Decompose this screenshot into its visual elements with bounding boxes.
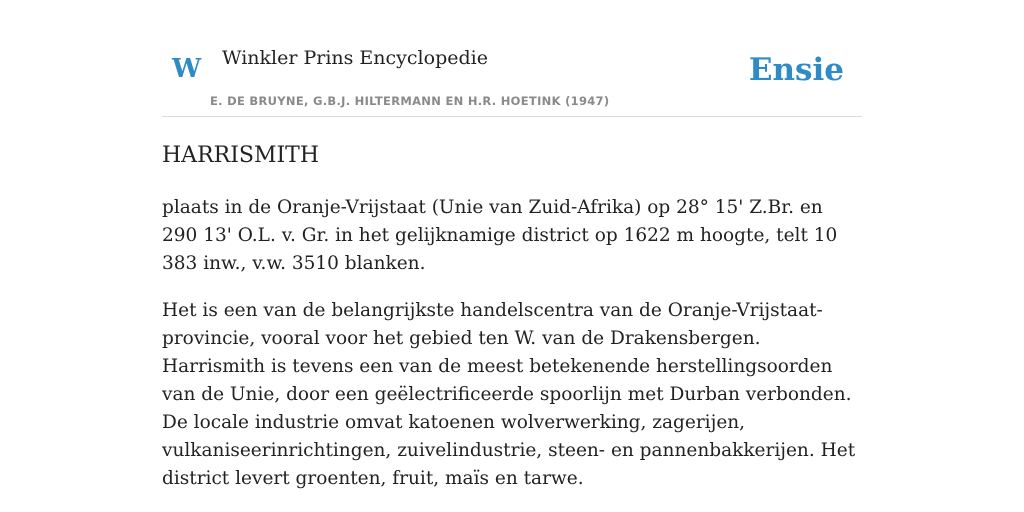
source-title[interactable]: Winkler Prins Encyclopedie: [222, 47, 488, 69]
source-header: [162, 0, 862, 117]
entry-title: HARRISMITH: [162, 143, 320, 168]
winkler-prins-logo[interactable]: W: [172, 54, 202, 84]
ensie-logo[interactable]: Ensie: [748, 52, 844, 88]
entry-paragraph: Het is een van de belangrijkste handelscentra van de Oranje-Vrijstaat-provincie, vooral voor het gebied ten W. van de Drakensbergen. Harrismith is tevens een van de meest betekenende herstellingsoorden van de Unie, door een geëlectrificeerde spoorlijn met Durban verbonden. De locale industrie omvat katoenen wolverwerking, zagerijen, vulkaniseerinrichtingen, zuivelindustrie, steen- en pannenbakkerijen. Het district levert groenten, fruit, maïs en tarwe.: [162, 300, 856, 489]
entry-body: [162, 194, 862, 493]
entry-paragraph: plaats in de Oranje-Vrijstaat (Unie van Zuid-Afrika) op 28° 15' Z.Br. en 290 13' O.L. v. Gr. in het gelijknamige district op 1622 m hoogte, telt 10 383 inw., v.w. 3510 blanken.: [162, 197, 838, 274]
page: [162, 0, 862, 493]
source-authors: E. DE BRUYNE, G.B.J. HILTERMANN EN H.R. HOETINK (1947): [210, 94, 610, 108]
